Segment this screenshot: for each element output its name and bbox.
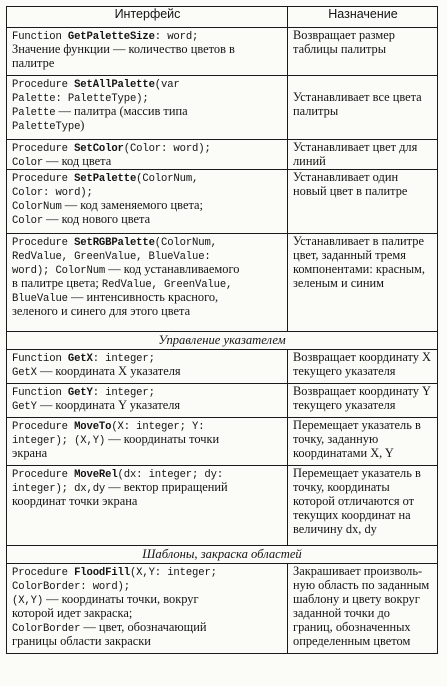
interface-line <box>12 304 283 318</box>
purpose-line: шаблону и цвету вокруг <box>293 592 420 606</box>
comment-text: — координата Y указателя <box>36 398 181 412</box>
purpose-cell <box>288 384 438 418</box>
purpose-line: которой отличаются от <box>293 494 415 508</box>
routine-name: MoveRel <box>74 469 118 481</box>
purpose-line: текущих координат на <box>293 508 411 522</box>
purpose-line <box>293 76 433 90</box>
code-text: PaletteType <box>12 121 81 133</box>
comment-text: — координата X указателя <box>36 364 181 378</box>
purpose-line: Возвращает размер <box>293 28 395 42</box>
table-row <box>7 28 438 76</box>
interface-cell <box>7 76 288 140</box>
code-text: : integer; <box>92 387 155 399</box>
code-text: word); ColorNum <box>12 265 106 277</box>
interface-line <box>12 76 283 90</box>
purpose-line: таблицы палитры <box>293 42 387 56</box>
purpose-line: Устанавливает все цвета <box>293 90 422 104</box>
code-text: ColorBorder: word); <box>12 581 130 593</box>
routine-name: SetAllPalette <box>74 79 155 91</box>
code-text: Function <box>12 31 68 43</box>
code-text: GetY <box>12 401 37 413</box>
interface-line <box>12 262 283 276</box>
interface-cell <box>7 384 288 418</box>
purpose-line: зеленым и синим <box>293 276 384 290</box>
section-title: Управление указателем <box>7 332 438 350</box>
table-row <box>7 350 438 384</box>
interface-line <box>12 276 283 290</box>
interface-line <box>12 620 283 634</box>
code-text: Procedure <box>12 567 75 579</box>
interface-line <box>12 104 283 118</box>
routine-name: SetPalette <box>74 173 137 185</box>
interface-line <box>12 592 283 606</box>
interface-cell <box>7 28 288 76</box>
purpose-cell <box>288 140 438 170</box>
code-text: (ColorNum, <box>154 237 217 249</box>
comment-text: координат точки экрана <box>12 494 138 508</box>
interface-line <box>12 140 283 154</box>
purpose-cell <box>288 466 438 546</box>
code-text: ColorNum <box>12 201 62 213</box>
code-text: (X: integer; Y: <box>111 421 205 433</box>
interface-line <box>12 606 283 620</box>
comment-text: — координаты точки <box>105 432 220 446</box>
comment-text: ) <box>80 118 85 132</box>
routine-name: GetX <box>67 353 93 365</box>
purpose-line: Устанавливает цвет для <box>293 140 418 154</box>
interface-line <box>12 198 283 212</box>
purpose-line: линий <box>293 154 326 168</box>
interface-line <box>12 234 283 248</box>
table-header-row <box>7 7 438 28</box>
code-text: RedValue, GreenValue, BlueValue: <box>12 251 211 263</box>
code-text: Color: word); <box>12 187 93 199</box>
comment-text: в палитре цвета; <box>12 276 102 290</box>
purpose-cell <box>288 76 438 140</box>
purpose-line: ную область по заданным <box>293 578 430 592</box>
code-text: Procedure <box>12 173 75 185</box>
comment-text: которой идет закраска; <box>12 606 133 620</box>
interface-line <box>12 42 283 56</box>
code-text: RedValue, GreenValue, <box>101 279 233 291</box>
code-text: integer); dx,dy <box>12 483 106 495</box>
table-row <box>7 384 438 418</box>
interface-line <box>12 634 283 648</box>
purpose-line: компонентами: красным, <box>293 262 425 276</box>
purpose-cell <box>288 418 438 466</box>
table-row <box>7 418 438 466</box>
purpose-cell <box>288 350 438 384</box>
code-text: (dx: integer; dy: <box>117 469 224 481</box>
code-text: BlueValue <box>12 293 68 305</box>
purpose-line: цвет, заданный тремя <box>293 248 406 262</box>
comment-text: Значение функции — количество цветов в <box>12 42 235 56</box>
code-text: Procedure <box>12 237 75 249</box>
code-text: (X,Y: integer; <box>129 567 217 579</box>
interface-line <box>12 384 283 398</box>
interface-cell <box>7 350 288 384</box>
purpose-line: текущего указателя <box>293 364 396 378</box>
interface-line <box>12 90 283 104</box>
code-text: Palette: PaletteType); <box>12 93 149 105</box>
interface-cell <box>7 170 288 234</box>
section-title: Шаблоны, закраска областей <box>7 546 438 564</box>
code-text: Color <box>12 215 44 227</box>
code-text: Procedure <box>12 143 75 155</box>
purpose-line: точку, координаты <box>293 480 390 494</box>
comment-text: — код нового цвета <box>43 212 151 226</box>
purpose-line: Устанавливает один <box>293 170 399 184</box>
interface-line <box>12 494 283 508</box>
code-text: : word; <box>154 31 199 43</box>
interface-cell <box>7 234 288 332</box>
table-row <box>7 170 438 234</box>
interface-cell <box>7 466 288 546</box>
comment-text: границы области закраски <box>12 634 151 648</box>
table-row <box>7 140 438 170</box>
interface-line <box>12 480 283 494</box>
interface-line <box>12 56 283 70</box>
section-header-row <box>7 332 438 350</box>
code-text: (X,Y) <box>12 595 44 607</box>
interface-line <box>12 564 283 578</box>
interface-line <box>12 170 283 184</box>
comment-text: палитре <box>12 56 55 70</box>
comment-text: экрана <box>12 446 48 460</box>
interface-line <box>12 154 283 168</box>
table-row <box>7 234 438 332</box>
code-text: Procedure <box>12 421 75 433</box>
code-text: Function <box>12 353 68 365</box>
comment-text: — цвет, обозначающий <box>80 620 207 634</box>
purpose-line: новый цвет в палитре <box>293 184 408 198</box>
interface-line <box>12 398 283 412</box>
purpose-line: границ, обозначенных <box>293 620 411 634</box>
comment-text: — код заменяемого цвета; <box>61 198 203 212</box>
comment-text: — вектор приращений <box>105 480 228 494</box>
interface-line <box>12 350 283 364</box>
code-text: Function <box>12 387 68 399</box>
code-text: Procedure <box>12 469 75 481</box>
code-text: integer); (X,Y) <box>12 435 106 447</box>
comment-text: — палитра (массив типа <box>55 104 188 118</box>
code-text: (ColorNum, <box>136 173 199 185</box>
interface-cell <box>7 564 288 654</box>
purpose-cell <box>288 564 438 654</box>
routine-name: MoveTo <box>74 421 112 433</box>
purpose-cell <box>288 170 438 234</box>
purpose-line: точку, заданную <box>293 432 379 446</box>
routine-name: GetY <box>67 387 93 399</box>
purpose-line: Возвращает координату Y <box>293 384 432 398</box>
routine-name: SetRGBPalette <box>74 237 155 249</box>
interface-line <box>12 184 283 198</box>
code-text: (Color: word); <box>123 143 211 155</box>
column-header-interface: Интерфейс <box>7 7 288 28</box>
column-header-purpose: Назначение <box>288 7 438 28</box>
code-text: GetX <box>12 367 37 379</box>
purpose-line: Возвращает координату X <box>293 350 432 364</box>
interface-line <box>12 118 283 132</box>
purpose-line: координатами X, Y <box>293 446 394 460</box>
comment-text: — интенсивность красного, <box>67 290 219 304</box>
comment-text: — код устанавливаемого <box>105 262 240 276</box>
purpose-line: Закрашивает произволь- <box>293 564 423 578</box>
code-text: Color <box>12 157 44 169</box>
code-text: (var <box>154 79 180 91</box>
purpose-line: палитры <box>293 104 339 118</box>
code-text: : integer; <box>92 353 155 365</box>
purpose-line: Перемещает указатель в <box>293 418 421 432</box>
interface-line <box>12 290 283 304</box>
purpose-line: определенным цветом <box>293 634 411 648</box>
purpose-line: Перемещает указатель в <box>293 466 421 480</box>
code-text: Procedure <box>12 79 75 91</box>
interface-line <box>12 578 283 592</box>
interface-line <box>12 432 283 446</box>
routine-name: SetColor <box>74 143 124 155</box>
table-row <box>7 466 438 546</box>
routine-name: FloodFill <box>74 567 130 579</box>
code-text: ColorBorder <box>12 623 81 635</box>
comment-text: — координаты точки, вокруг <box>43 592 199 606</box>
reference-table <box>6 6 438 654</box>
interface-line <box>12 364 283 378</box>
interface-line <box>12 28 283 42</box>
interface-cell <box>7 140 288 170</box>
section-header-row <box>7 546 438 564</box>
purpose-line: текущего указателя <box>293 398 396 412</box>
interface-cell <box>7 418 288 466</box>
table-row <box>7 564 438 654</box>
purpose-line: заданной точки до <box>293 606 390 620</box>
table-body <box>7 28 438 654</box>
purpose-line: величину dx, dy <box>293 522 377 536</box>
purpose-line: Устанавливает в палитре <box>293 234 424 248</box>
routine-name: GetPaletteSize <box>67 31 155 43</box>
interface-line <box>12 418 283 432</box>
interface-line <box>12 446 283 460</box>
code-text: Palette <box>12 107 56 119</box>
purpose-cell <box>288 28 438 76</box>
comment-text: зеленого и синего для этого цвета <box>12 304 191 318</box>
table-row <box>7 76 438 140</box>
purpose-cell <box>288 234 438 332</box>
comment-text: — код цвета <box>43 154 112 168</box>
interface-line <box>12 212 283 226</box>
interface-line <box>12 248 283 262</box>
interface-line <box>12 466 283 480</box>
